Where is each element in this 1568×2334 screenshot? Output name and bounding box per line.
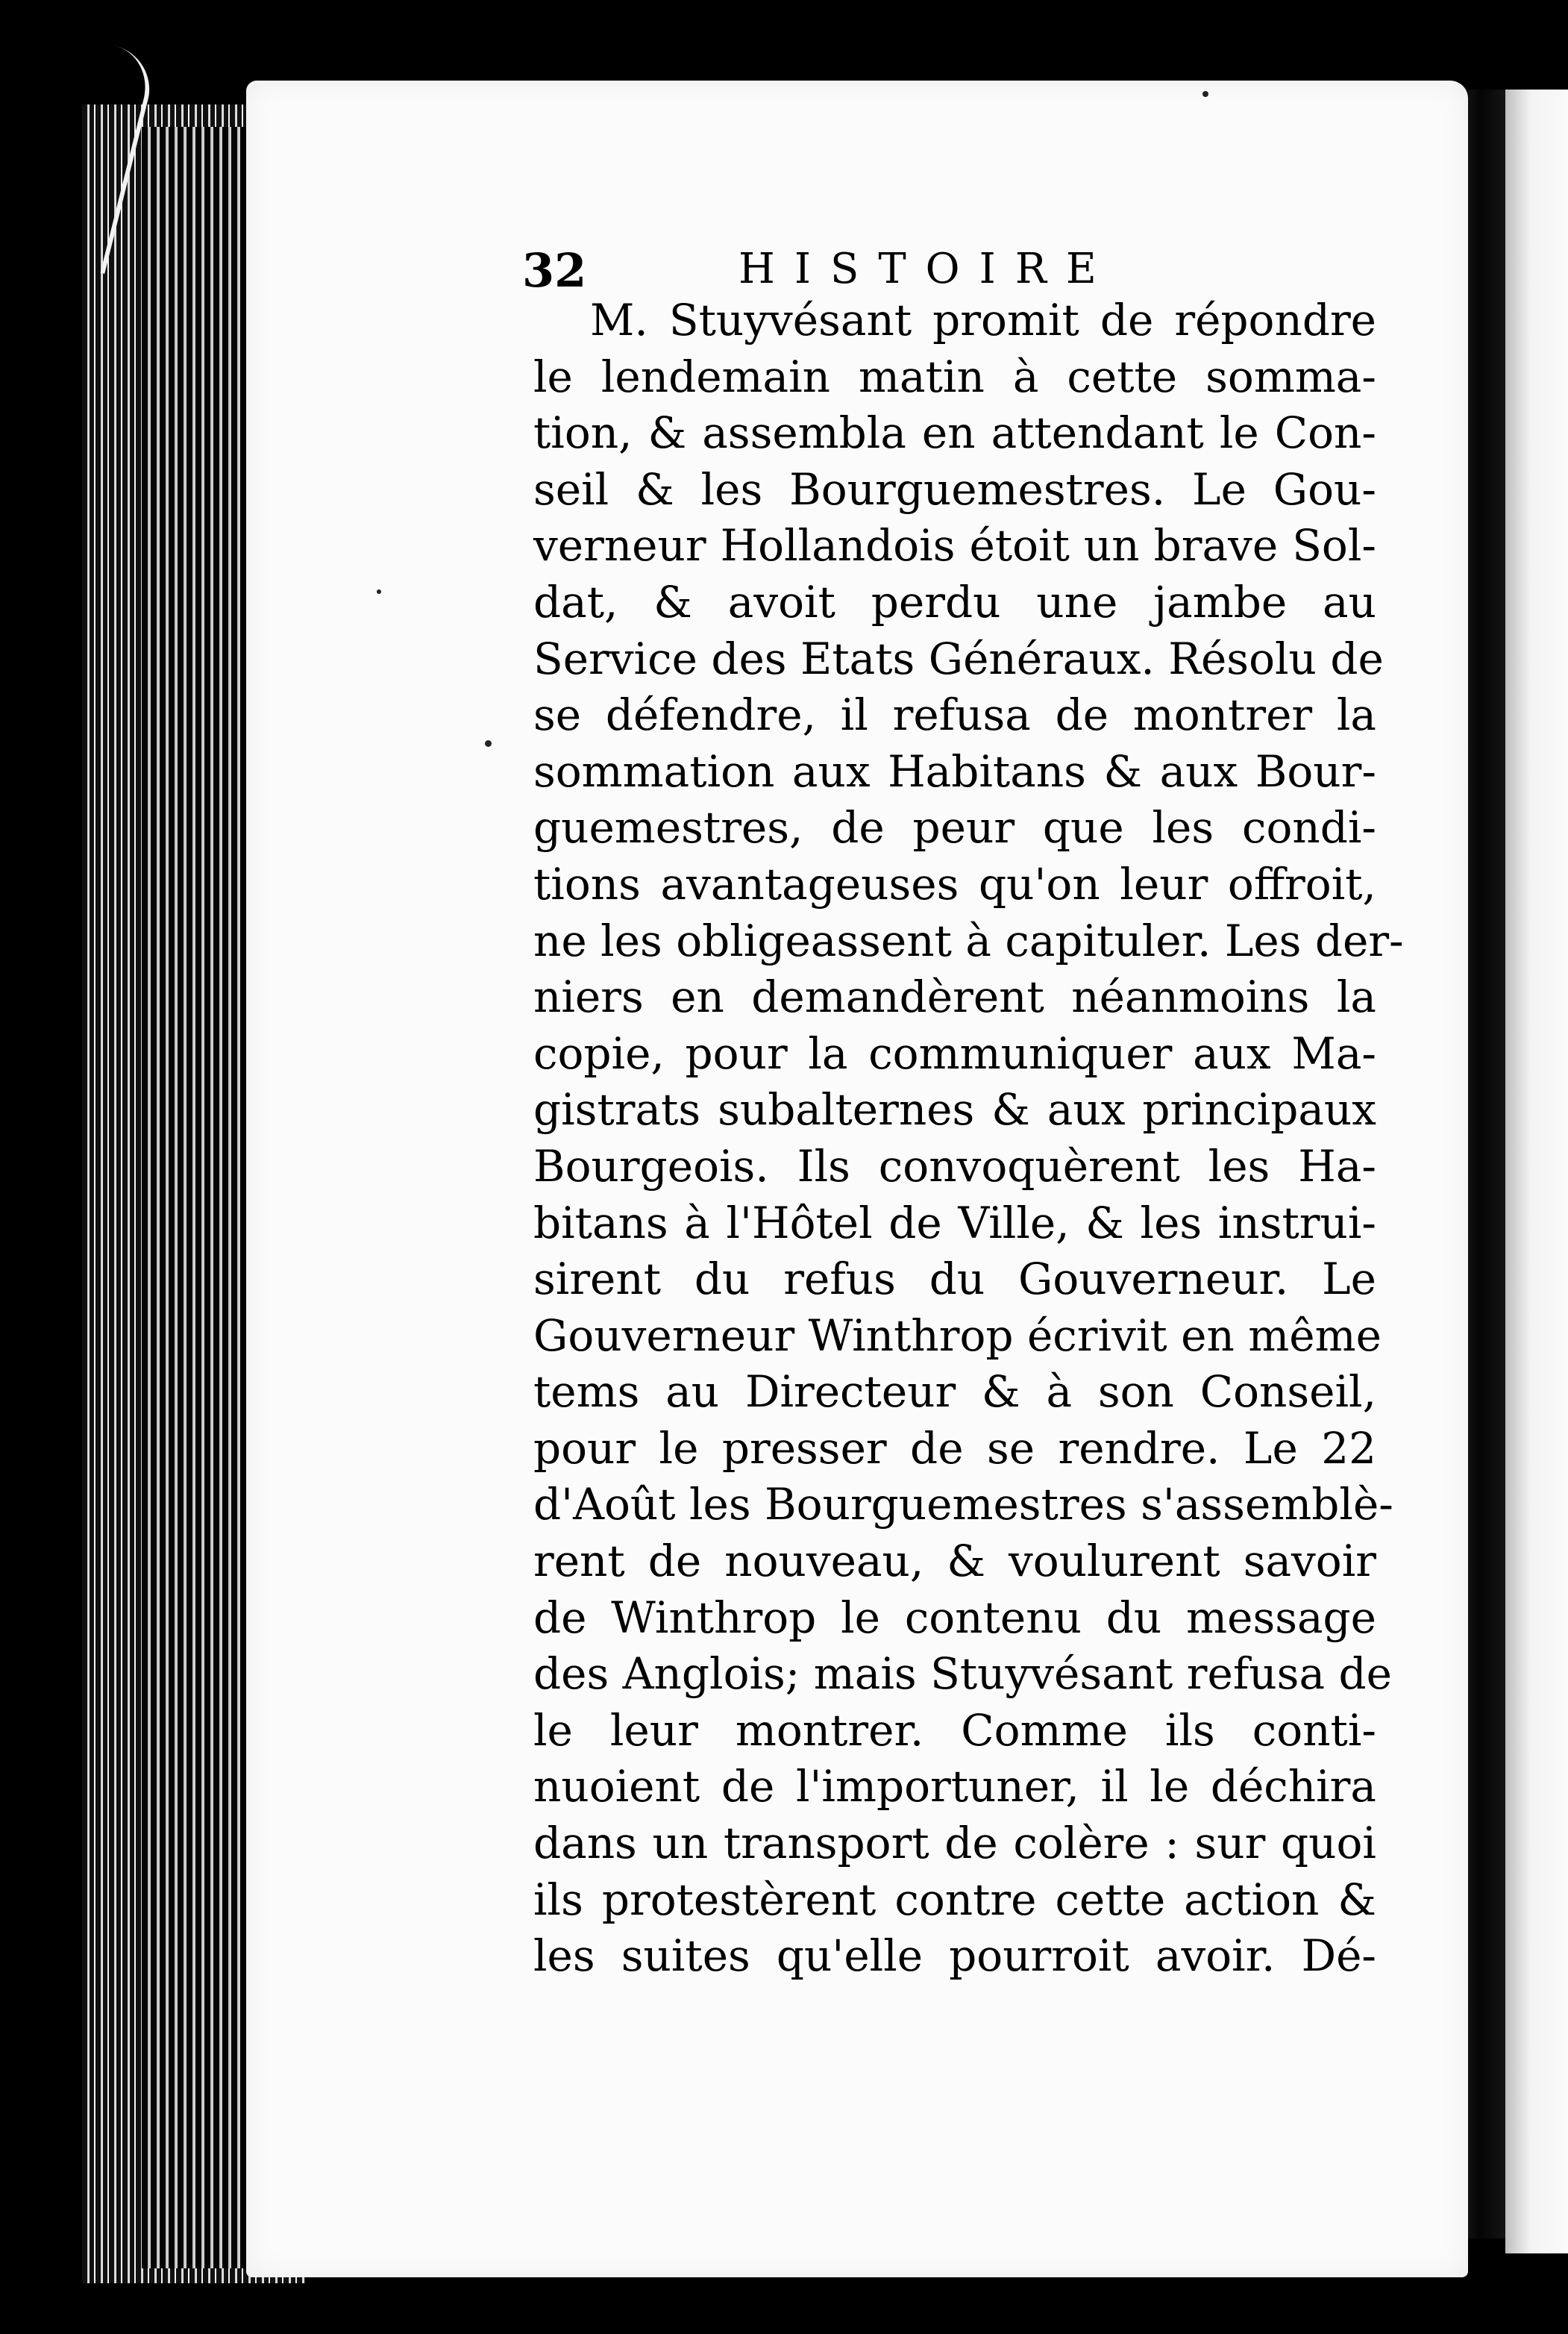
page-number: 32 [522,243,587,298]
text-line: tems au Directeur & à son Conseil, [533,1366,1376,1418]
running-head: HISTOIRE [738,245,1116,293]
text-line: se défendre, il refusa de montrer la [533,689,1376,741]
text-line: d'Août les Bourguemestres s'assemblè- [533,1479,1393,1530]
text-line: pour le presser de se rendre. Le 22 [533,1422,1376,1474]
facing-page-edge [1505,90,1568,2253]
text-line: Gouverneur Winthrop écrivit en même [533,1310,1382,1361]
text-line: sirent du refus du Gouverneur. Le [533,1254,1376,1305]
text-line: le leur montrer. Comme ils conti- [533,1704,1376,1756]
text-line: les suites qu'elle pourroit avoir. Dé- [533,1930,1376,1982]
text-line: niers en demandèrent néanmoins la [533,972,1376,1023]
text-line: des Anglois; mais Stuyvésant refusa de [533,1648,1392,1700]
text-line: seil & les Bourguemestres. Le Gou- [533,463,1376,515]
page-header [522,230,1462,297]
text-line: ils protestèrent contre cette action & [533,1874,1376,1925]
text-line: dat, & avoit perdu une jambe au [533,576,1376,628]
text-line: copie, pour la communiquer aux Ma- [533,1027,1376,1079]
text-line: le lendemain matin à cette somma- [533,351,1376,402]
body-text [533,292,1404,1985]
text-line: bitans à l'Hôtel de Ville, & les instrui- [533,1197,1376,1248]
text-line: sommation aux Habitans & aux Bour- [533,745,1376,797]
text-line: gistrats subalternes & aux principaux [533,1084,1376,1136]
text-line: M. Stuyvésant promit de répondre [590,295,1376,345]
text-line: tions avantageuses qu'on leur offroit, [533,858,1376,910]
text-line: Bourgeois. Ils convoquèrent les Ha- [533,1140,1376,1192]
ink-speck [485,740,492,747]
text-line: ne les obligeassent à capituler. Les der- [533,915,1404,966]
text-line: tion, & assembla en attendant le Con- [533,407,1376,459]
text-line: verneur Hollandois étoit un brave Sol- [533,520,1376,572]
text-line: Service des Etats Généraux. Résolu de [533,633,1384,684]
text-line: guemestres, de peur que les condi- [533,802,1376,854]
text-line: nuoient de l'importuner, il le déchira [533,1761,1376,1812]
ink-speck [377,589,381,594]
text-line: rent de nouveau, & voulurent savoir [533,1536,1376,1587]
ink-speck [1202,91,1208,97]
text-line: dans un transport de colère : sur quoi [533,1818,1376,1869]
text-line: de Winthrop le contenu du message [533,1592,1376,1643]
